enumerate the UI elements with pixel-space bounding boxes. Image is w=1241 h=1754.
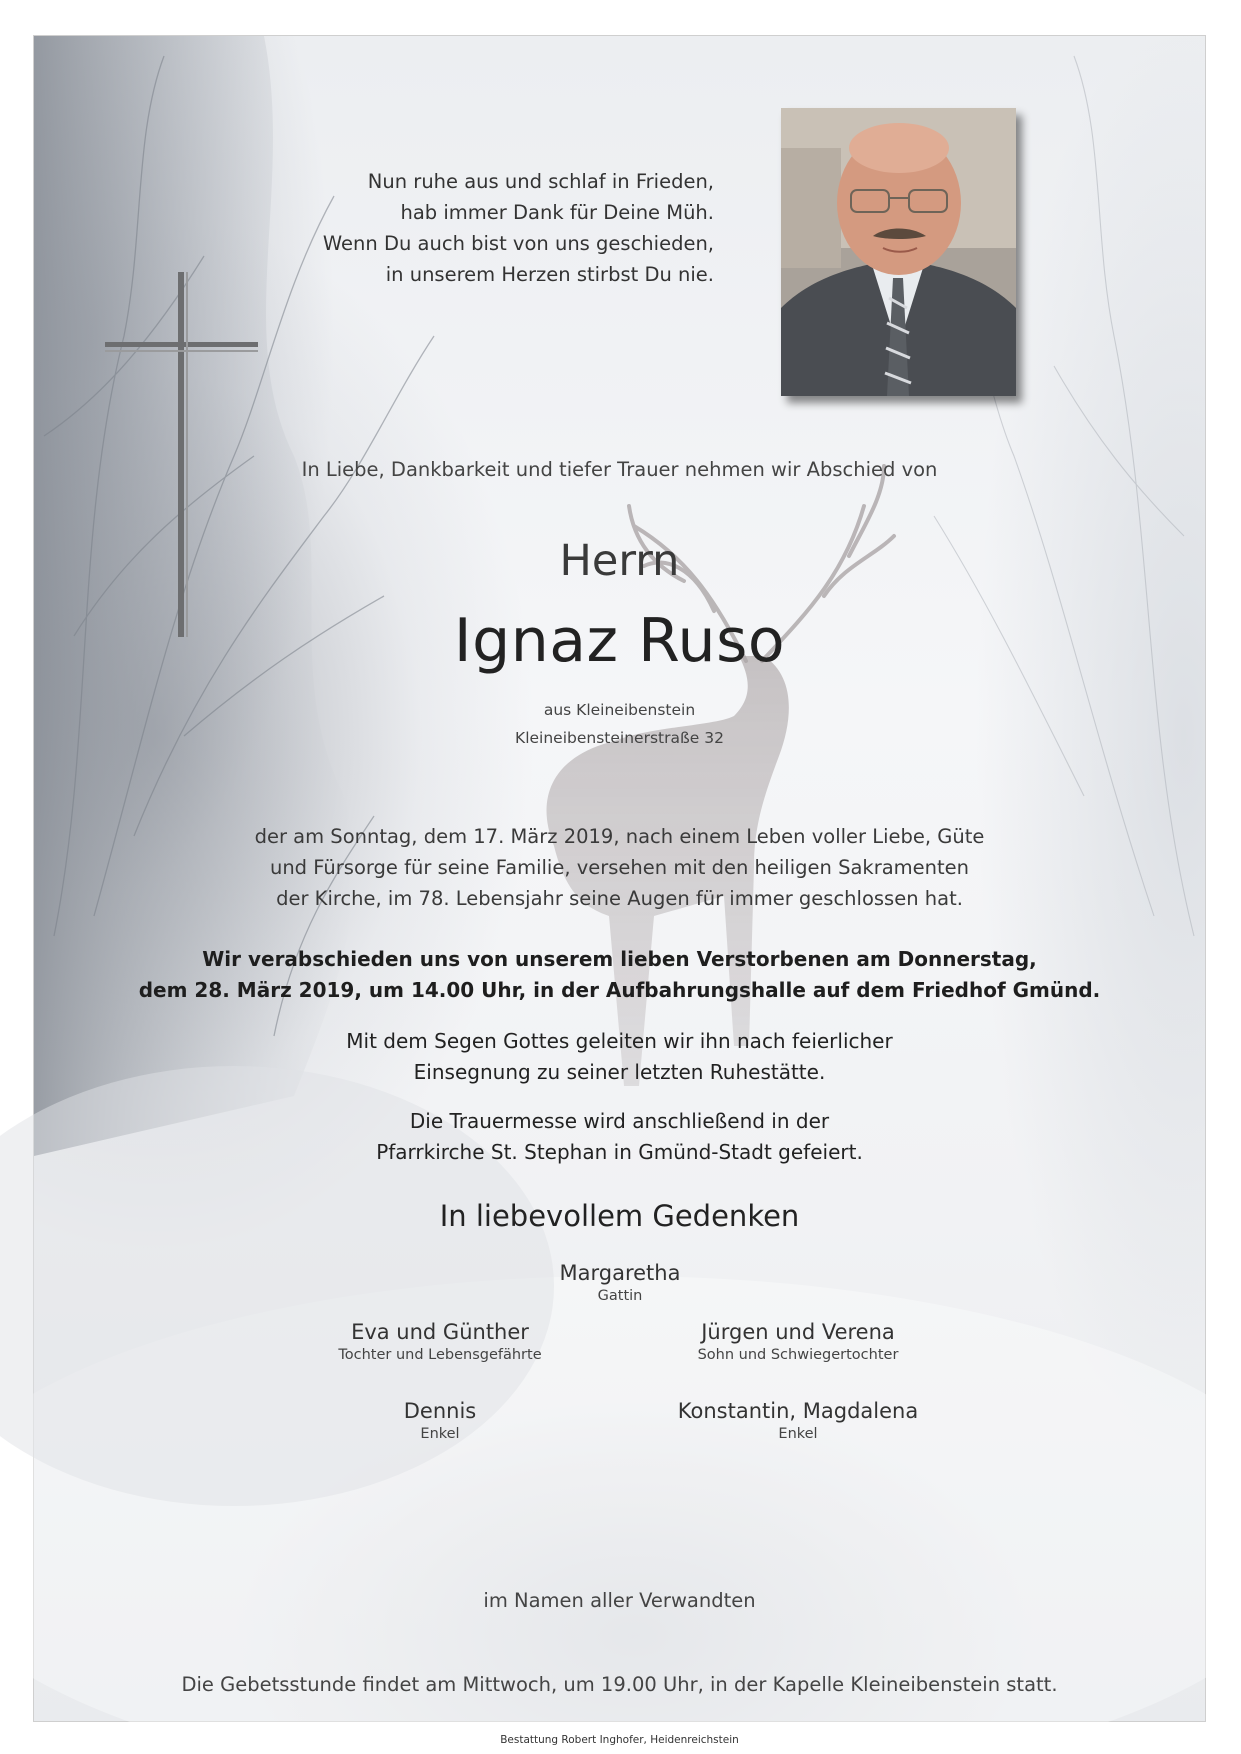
mourner-name: Jürgen und Verena bbox=[701, 1320, 895, 1344]
mourner-role: Tochter und Lebensgefährte bbox=[338, 1347, 542, 1363]
mourner-name: Konstantin, Magdalena bbox=[677, 1399, 919, 1423]
mass-line: Pfarrkirche St. Stephan in Gmünd-Stadt gefeiert. bbox=[376, 1140, 863, 1164]
funeral-line: Wir verabschieden uns von unserem lieben Verstorbenen am Donnerstag, bbox=[202, 947, 1037, 971]
obituary-card bbox=[33, 35, 1206, 1746]
death-line: der am Sonntag, dem 17. März 2019, nach einem Leben voller Liebe, Güte bbox=[254, 825, 985, 848]
origin bbox=[34, 696, 1205, 752]
undertaker-credit: Bestattung Robert Inghofer, Heidenreichstein bbox=[500, 1734, 739, 1746]
blessing-line: Einsegnung zu seiner letzten Ruhestätte. bbox=[413, 1060, 826, 1084]
death-notice bbox=[34, 821, 1205, 914]
poem-line: hab immer Dank für Deine Müh. bbox=[400, 201, 714, 224]
intro-text: In Liebe, Dankbarkeit und tiefer Trauer nehmen wir Abschied von bbox=[301, 458, 938, 481]
salutation: Herrn bbox=[559, 536, 680, 586]
mourner-entry bbox=[638, 1399, 958, 1442]
mourner-entry bbox=[280, 1399, 600, 1442]
mourner-name: Eva und Günther bbox=[351, 1320, 529, 1344]
origin-place: aus Kleineibenstein bbox=[543, 701, 696, 719]
mourner-entry bbox=[460, 1261, 780, 1304]
funeral-line: dem 28. März 2019, um 14.00 Uhr, in der Aufbahrungshalle auf dem Friedhof Gmünd. bbox=[138, 978, 1101, 1002]
death-line: und Fürsorge für seine Familie, versehen mit den heiligen Sakramenten bbox=[269, 856, 970, 879]
mourner-name: Margaretha bbox=[559, 1261, 681, 1285]
deceased-name: Ignaz Ruso bbox=[453, 606, 786, 676]
mass-line: Die Trauermesse wird anschließend in der bbox=[409, 1109, 830, 1133]
memorial-poem bbox=[264, 166, 714, 290]
mourner-entry bbox=[280, 1320, 600, 1363]
mourner-role: Enkel bbox=[420, 1426, 460, 1442]
poem-line: Nun ruhe aus und schlaf in Frieden, bbox=[367, 170, 714, 193]
mourner-role: Sohn und Schwiegertochter bbox=[697, 1347, 899, 1363]
portrait-photo bbox=[781, 108, 1016, 396]
poem-line: in unserem Herzen stirbst Du nie. bbox=[385, 263, 714, 286]
poem-line: Wenn Du auch bist von uns geschieden, bbox=[322, 232, 714, 255]
memory-heading: In liebevollem Gedenken bbox=[439, 1199, 800, 1233]
prayer-hour-note: Die Gebetsstunde findet am Mittwoch, um 19.00 Uhr, in der Kapelle Kleineibenstein statt. bbox=[181, 1673, 1058, 1696]
mourner-role: Gattin bbox=[597, 1288, 643, 1304]
blessing-text bbox=[34, 1026, 1205, 1088]
relatives-note: im Namen aller Verwandten bbox=[483, 1589, 756, 1612]
origin-address: Kleineibensteinerstraße 32 bbox=[515, 729, 724, 747]
blessing-line: Mit dem Segen Gottes geleiten wir ihn nach feierlicher bbox=[346, 1029, 893, 1053]
funeral-info bbox=[34, 944, 1205, 1006]
mourner-role: Enkel bbox=[778, 1426, 818, 1442]
mourner-name: Dennis bbox=[403, 1399, 477, 1423]
mourner-entry bbox=[638, 1320, 958, 1363]
mass-info bbox=[34, 1106, 1205, 1168]
death-line: der Kirche, im 78. Lebensjahr seine Augen für immer geschlossen hat. bbox=[276, 887, 963, 910]
